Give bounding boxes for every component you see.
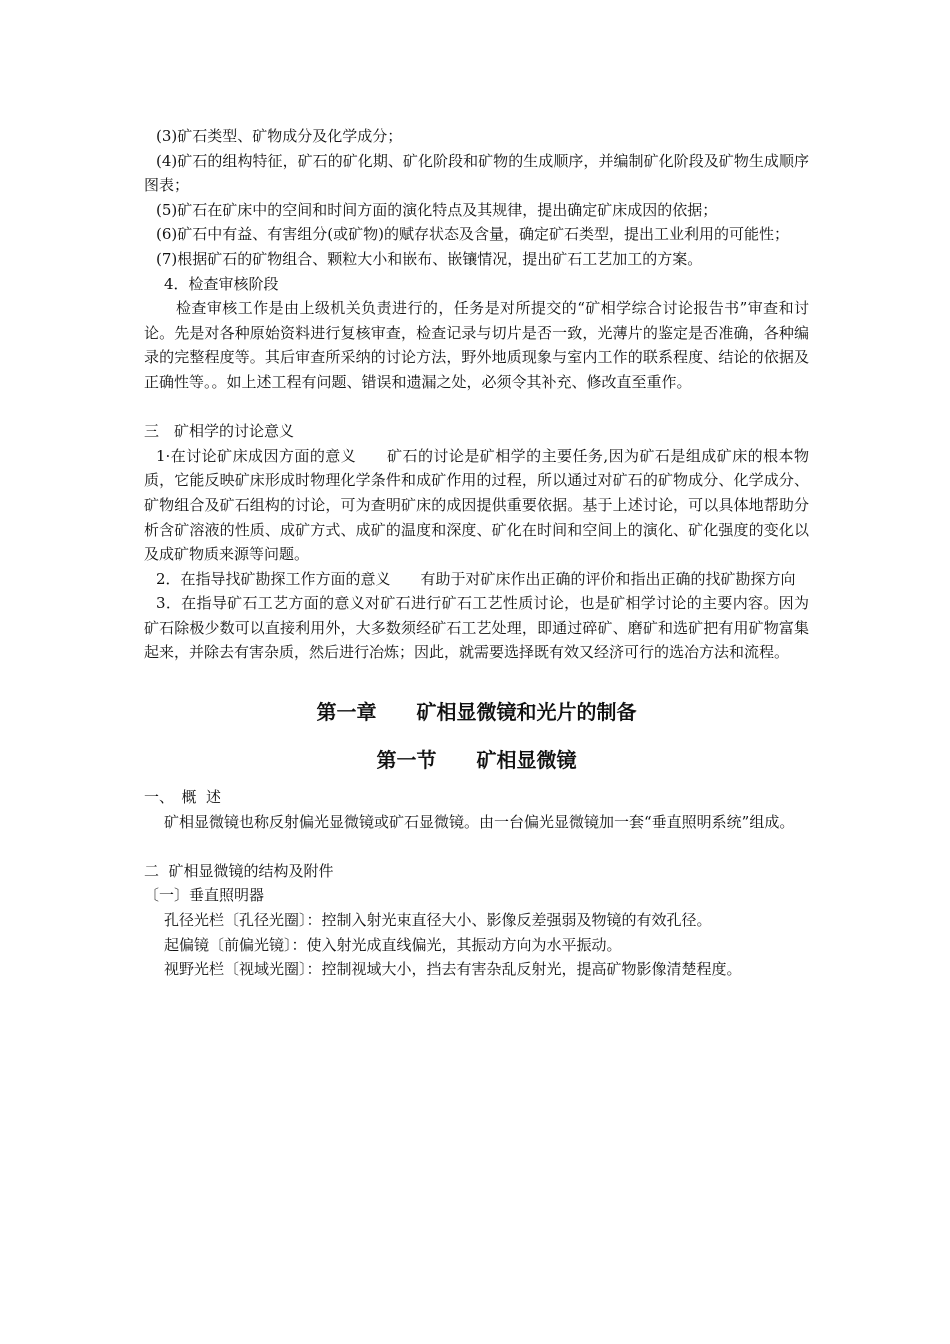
structure-item-polarizer: 起偏镜〔前偏光镜〕：使入射光成直线偏光，其振动方向为水平振动。 [164, 935, 622, 954]
section-name: 矿相显微镜 [476, 748, 577, 773]
document-body [144, 124, 809, 982]
significance-point-1: 1·在讨论矿床成因方面的意义 矿石的讨论是矿相学的主要任务,因为矿石是组成矿床的根本物质，它能反映矿床形成时物理化学条件和成矿作用的过程，所以通过对矿石的矿物成分、化学成分、矿物组合及矿石组构的讨论，可为查明矿床的成因提供重要依据。基于上述讨论，可以具体地帮助分析含矿溶液的性质、成矿方式、成矿的温度和深度、矿化在时间和空间上的演化、矿化强度的变化以及成矿物质来源等问题。 [144, 446, 809, 564]
list-item-4: (4)矿石的组构特征，矿石的矿化期、矿化阶段和矿物的生成顺序，并编制矿化阶段及矿物生成顺序图表； [144, 151, 809, 195]
section-title [144, 745, 809, 775]
chapter-name: 矿相显微镜和光片的制备 [416, 700, 637, 725]
structure-item-aperture: 孔径光栏〔孔径光圈〕：控制入射光束直径大小、影像反差强弱及物镜的有效孔径。 [164, 911, 712, 930]
significance-heading: 三 矿相学的讨论意义 [144, 422, 295, 441]
stage4-heading: 4．检查审核阶段 [164, 274, 279, 293]
chapter-number: 第一章 [316, 700, 377, 725]
stage4-paragraph: 检查审核工作是由上级机关负责进行的，任务是对所提交的“矿相学综合讨论报告书”审查和讨论。先是对各种原始资料进行复核审查，检查记录与切片是否一致，光薄片的鉴定是否准确，各种编录的完整程度等。其后审查所采纳的讨论方法，野外地质现象与室内工作的联系程度、结论的依据及正确性等。。如上述工程有问题、错误和遗漏之处，必须令其补充、修改直至重作。 [144, 299, 809, 391]
structure-heading: 二 矿相显微镜的结构及附件 [144, 861, 334, 880]
overview-paragraph: 矿相显微镜也称反射偏光显微镜或矿石显微镜。由一台偏光显微镜加一套“垂直照明系统”组成。 [164, 812, 795, 831]
section-number: 第一节 [376, 748, 437, 773]
significance-point-2: 2．在指导找矿勘探工作方面的意义 有助于对矿床作出正确的评价和指出正确的找矿勘探方向 [156, 569, 796, 588]
chapter-title [144, 697, 809, 727]
list-item-7: (7)根据矿石的矿物组合、颗粒大小和嵌布、嵌镶情况，提出矿石工艺加工的方案。 [156, 249, 703, 268]
list-item-6: (6)矿石中有益、有害组分(或矿物)的赋存状态及含量，确定矿石类型，提出工业利用的可能性； [156, 225, 789, 244]
blank-line [144, 395, 809, 420]
structure-subheading: 〔一〕垂直照明器 [144, 886, 265, 905]
blank-line [144, 834, 809, 859]
list-item-3: (3)矿石类型、矿物成分及化学成分； [156, 127, 403, 145]
significance-point-3: 3．在指导矿石工艺方面的意义对矿石进行矿石工艺性质讨论，也是矿相学讨论的主要内容。因为矿石除极少数可以直接利用外，大多数须经矿石工艺处理，即通过碎矿、磨矿和选矿把有用矿物富集起来，并除去有害杂质，然后进行冶炼；因此，就需要选择既有效又经济可行的选冶方法和流程。 [144, 594, 809, 662]
list-item-5: (5)矿石在矿床中的空间和时间方面的演化特点及其规律，提出确定矿床成因的依据； [156, 200, 718, 219]
overview-heading: 一、 概 述 [144, 788, 222, 807]
structure-item-field-diaphragm: 视野光栏〔视域光圈〕：控制视域大小，挡去有害杂乱反射光，提高矿物影像清楚程度。 [164, 960, 742, 979]
